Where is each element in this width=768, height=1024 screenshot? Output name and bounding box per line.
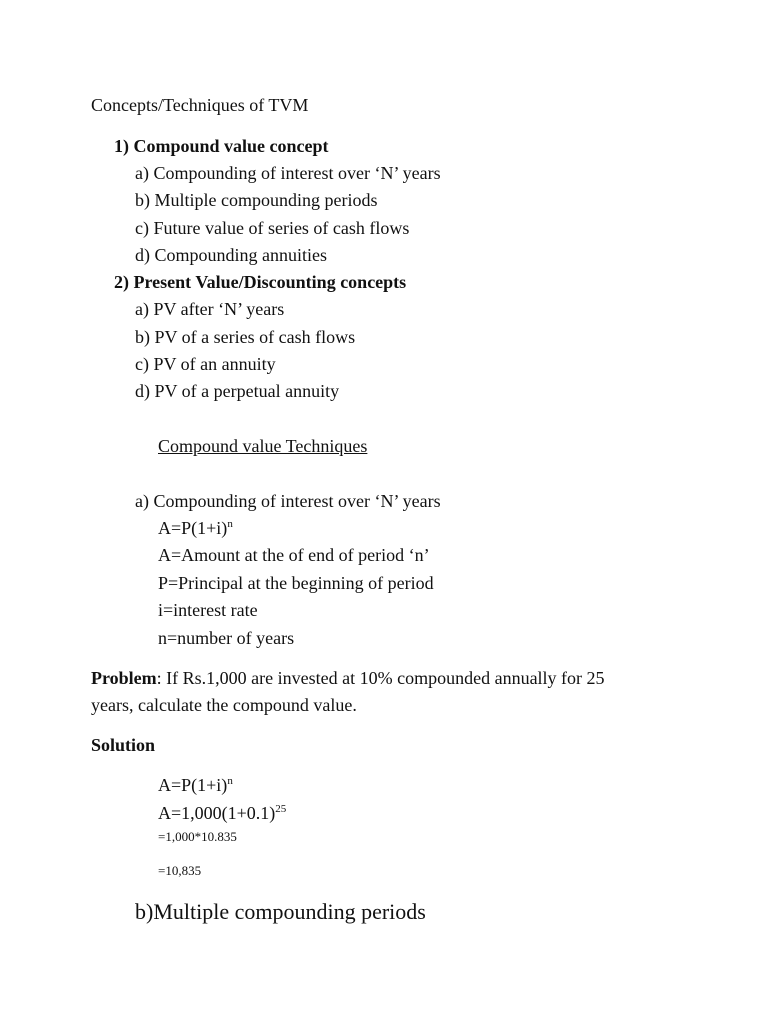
definition-p: P=Principal at the beginning of period: [158, 573, 434, 593]
formula-exponent: n: [227, 518, 233, 530]
definition-i: i=interest rate: [158, 600, 258, 620]
list1-item-c: c) Future value of series of cash flows: [135, 218, 410, 238]
list1-item-a: a) Compounding of interest over ‘N’ years: [135, 163, 441, 183]
next-heading-text: Multiple compounding periods: [153, 899, 426, 924]
problem-line-2: years, calculate the compound value.: [91, 695, 357, 715]
list2-item-b: b) PV of a series of cash flows: [135, 327, 356, 347]
list2-item-d: d) PV of a perpetual annuity: [135, 381, 340, 401]
problem-label: Problem: [91, 668, 157, 688]
solution-step-1: =1,000*10.835: [158, 829, 237, 844]
solution-substitution: [158, 804, 286, 822]
list2-item-a: a) PV after ‘N’ years: [135, 299, 285, 319]
formula-base: A=P(1+i): [158, 518, 228, 538]
list1-heading-text: Compound value concept: [133, 136, 329, 156]
solution-substitution-base: A=1,000(1+0.1): [158, 803, 276, 823]
solution-substitution-exponent: 25: [275, 803, 287, 815]
solution-formula-exponent: n: [227, 775, 233, 787]
solution-step-2: =10,835: [158, 863, 202, 878]
solution-label: Solution: [91, 735, 156, 755]
problem-line-1: [91, 669, 605, 687]
list1-item-b: b) Multiple compounding periods: [135, 190, 378, 210]
list2-heading-text: Present Value/Discounting concepts: [133, 272, 407, 292]
list2-item-c: c) PV of an annuity: [135, 354, 276, 374]
list1-item-d: d) Compounding annuities: [135, 245, 327, 265]
technique-a-label: a) Compounding of interest over ‘N’ years: [135, 491, 441, 511]
page-title: Concepts/Techniques of TVM: [91, 95, 309, 115]
list2-number: 2): [114, 272, 129, 292]
technique-a-formula: [158, 519, 233, 537]
problem-text-1: : If Rs.1,000 are invested at 10% compounded annually for 25: [156, 668, 605, 688]
next-heading-label: b): [135, 899, 154, 924]
list1-heading: [114, 137, 329, 155]
definition-n: n=number of years: [158, 628, 295, 648]
list2-heading: [114, 273, 406, 291]
next-heading: [135, 901, 426, 923]
solution-formula: [158, 776, 233, 794]
list1-number: 1): [114, 136, 129, 156]
definition-a: A=Amount at the of end of period ‘n’: [158, 545, 430, 565]
solution-formula-base: A=P(1+i): [158, 775, 228, 795]
section-heading: Compound value Techniques: [158, 436, 368, 456]
